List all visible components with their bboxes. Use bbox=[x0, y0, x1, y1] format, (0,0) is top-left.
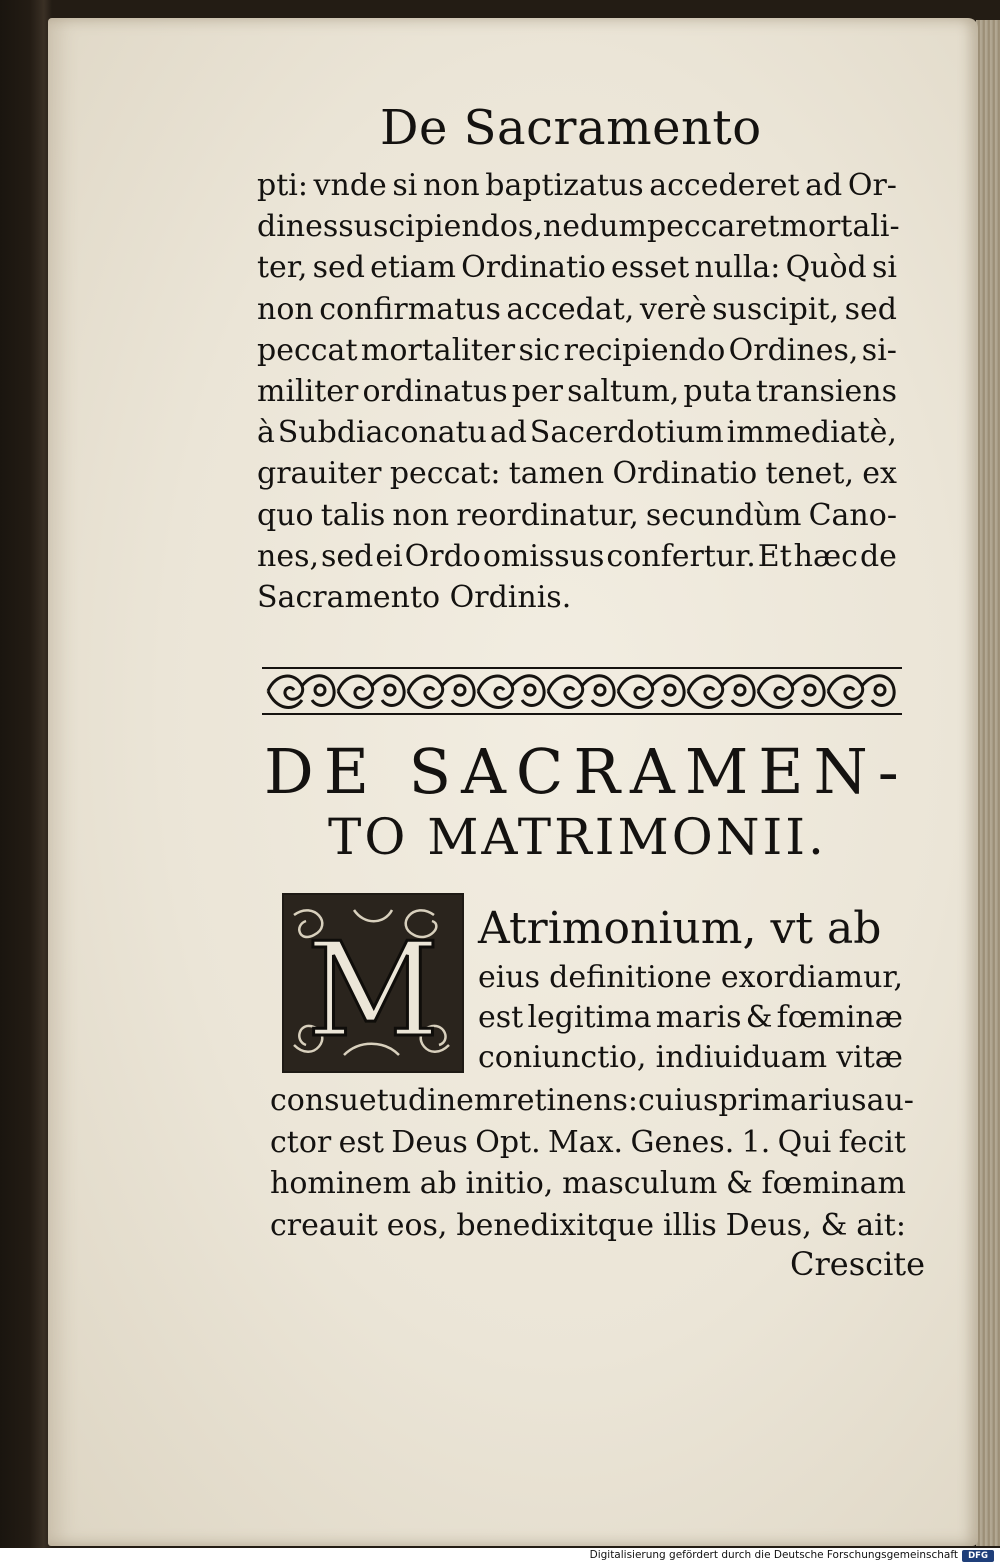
word: & bbox=[745, 1000, 773, 1035]
word: est bbox=[338, 1124, 384, 1160]
word: omissus bbox=[482, 538, 605, 574]
word: nedum bbox=[542, 209, 647, 245]
word: exordiamur, bbox=[720, 960, 903, 995]
word: au- bbox=[866, 1083, 914, 1118]
word: quo bbox=[257, 497, 314, 533]
word: illis bbox=[662, 1207, 717, 1243]
section-heading-line-1: DE SACRAMEN- bbox=[264, 735, 909, 808]
text-line: Sacramento Ordinis. bbox=[257, 580, 572, 616]
word: tamen bbox=[508, 456, 605, 492]
word: peccat: bbox=[389, 456, 501, 492]
body-text-ordinis bbox=[257, 165, 900, 618]
text-line bbox=[257, 453, 897, 494]
word: ait: bbox=[856, 1207, 906, 1243]
text-line bbox=[257, 247, 897, 288]
word: Ordinatio bbox=[612, 456, 758, 492]
word: non bbox=[257, 291, 314, 327]
word: fecit bbox=[838, 1124, 906, 1160]
word: confirmatus bbox=[319, 291, 501, 327]
word: definitione bbox=[549, 960, 712, 995]
word: non bbox=[422, 168, 480, 203]
text-line: Atrimonium, vt ab bbox=[478, 903, 882, 954]
word: à bbox=[257, 415, 275, 451]
text-line bbox=[257, 371, 897, 412]
word: peccaret bbox=[646, 209, 780, 245]
first-paragraph-indented bbox=[478, 900, 903, 1078]
word: 1. bbox=[741, 1124, 771, 1160]
word: baptizatus bbox=[485, 168, 644, 203]
word: Genes. bbox=[630, 1124, 735, 1160]
digitization-credit: Digitalisierung gefördert durch die Deutsche Forschungsgemeinschaft bbox=[589, 1549, 958, 1561]
word: si- bbox=[861, 332, 897, 368]
word: peccat bbox=[257, 332, 358, 368]
word: ctor bbox=[270, 1124, 332, 1160]
word: hæc bbox=[793, 538, 858, 574]
word: indiuiduam bbox=[655, 1040, 828, 1075]
word: vitæ bbox=[836, 1040, 903, 1075]
word: ex bbox=[862, 456, 897, 492]
text-line bbox=[257, 165, 897, 206]
word: immediatè, bbox=[726, 415, 897, 451]
running-head: De Sacramento bbox=[380, 100, 762, 156]
word: est bbox=[478, 1000, 524, 1035]
text-line bbox=[270, 1122, 906, 1164]
text-line bbox=[257, 495, 897, 536]
word: militer bbox=[257, 374, 359, 410]
word: Quòd bbox=[785, 250, 867, 286]
word: puta bbox=[683, 374, 752, 410]
word: Deus bbox=[391, 1124, 468, 1160]
word: si bbox=[871, 250, 897, 286]
word: talis bbox=[320, 497, 386, 533]
text-line bbox=[257, 330, 897, 371]
word: tenet, bbox=[765, 456, 854, 492]
word: ab bbox=[419, 1166, 457, 1201]
word: benedixitque bbox=[456, 1207, 655, 1243]
word: accederet bbox=[649, 168, 800, 203]
word: Ordines, bbox=[728, 332, 859, 368]
word: sed bbox=[844, 291, 897, 327]
word: Et bbox=[757, 538, 792, 574]
word: accedat, bbox=[506, 291, 635, 327]
decorated-initial-letter bbox=[282, 893, 464, 1073]
word: verè bbox=[639, 291, 707, 327]
word: creauit bbox=[270, 1207, 378, 1243]
section-heading-line-2: TO MATRIMONII. bbox=[328, 808, 827, 866]
word: dines bbox=[257, 209, 339, 245]
word: ad bbox=[805, 168, 843, 203]
word: & bbox=[820, 1207, 848, 1243]
first-paragraph-full bbox=[270, 1080, 914, 1246]
word: per bbox=[511, 374, 564, 410]
word: cuius bbox=[638, 1083, 719, 1118]
word: eius bbox=[478, 960, 541, 995]
word: sed bbox=[312, 250, 365, 286]
word: Deus, bbox=[725, 1207, 812, 1243]
word: suscipit, bbox=[712, 291, 840, 327]
word: retinens: bbox=[502, 1083, 639, 1118]
word: sic bbox=[518, 332, 561, 368]
word: mortaliter bbox=[360, 332, 516, 368]
word: saltum, bbox=[567, 374, 680, 410]
word: ad bbox=[489, 415, 527, 451]
word: Or- bbox=[847, 168, 897, 203]
word: de bbox=[859, 538, 897, 574]
word: grauiter bbox=[257, 456, 382, 492]
word: fœminam bbox=[761, 1166, 906, 1201]
word: legitima bbox=[527, 1000, 652, 1035]
word: nulla: bbox=[694, 250, 781, 286]
word: Ordinatio bbox=[461, 250, 606, 286]
word: secundùm bbox=[645, 497, 802, 533]
text-line bbox=[478, 958, 903, 998]
word: masculum bbox=[562, 1166, 718, 1201]
word: Subdiaconatu bbox=[277, 415, 487, 451]
text-line bbox=[257, 536, 897, 577]
word: ei bbox=[375, 538, 403, 574]
decorative-border-ornament bbox=[262, 660, 902, 722]
text-line bbox=[270, 1205, 906, 1247]
word: coniunctio, bbox=[478, 1040, 647, 1075]
word: primarius bbox=[718, 1083, 867, 1118]
word: Opt. bbox=[475, 1124, 541, 1160]
text-line bbox=[478, 1038, 903, 1078]
word: vnde bbox=[313, 168, 387, 203]
word: Max. bbox=[548, 1124, 624, 1160]
text-line bbox=[270, 1163, 906, 1205]
word: ordinatus bbox=[362, 374, 508, 410]
text-line bbox=[270, 1080, 914, 1122]
text-line bbox=[478, 998, 903, 1038]
page-edges bbox=[976, 20, 1000, 1546]
word: mortali- bbox=[779, 209, 900, 245]
catchword: Crescite bbox=[790, 1245, 926, 1283]
text-line bbox=[257, 206, 900, 247]
word: initio, bbox=[465, 1166, 554, 1201]
text-line bbox=[257, 289, 897, 330]
word: esset bbox=[610, 250, 690, 286]
word: nes, bbox=[257, 538, 320, 574]
word: suscipiendos, bbox=[338, 209, 543, 245]
word: Ordo bbox=[404, 538, 481, 574]
initial-letter-glyph: M bbox=[306, 914, 440, 1066]
word: transiens bbox=[755, 374, 897, 410]
word: eos, bbox=[386, 1207, 448, 1243]
word: Sacerdotium bbox=[529, 415, 724, 451]
word: recipiendo bbox=[563, 332, 726, 368]
word: Qui bbox=[777, 1124, 832, 1160]
word: non bbox=[392, 497, 450, 533]
word: reordinatur, bbox=[456, 497, 639, 533]
word: si bbox=[392, 168, 418, 203]
word: etiam bbox=[370, 250, 456, 286]
word: maris bbox=[655, 1000, 742, 1035]
word: ter, bbox=[257, 250, 308, 286]
dfg-logo: DFG bbox=[962, 1550, 994, 1562]
word: consuetudinem bbox=[270, 1083, 503, 1118]
word: fœminæ bbox=[776, 1000, 903, 1035]
word: & bbox=[726, 1166, 753, 1201]
text-line bbox=[257, 412, 897, 453]
word: pti: bbox=[257, 168, 308, 203]
word: confertur. bbox=[606, 538, 756, 574]
word: hominem bbox=[270, 1166, 411, 1201]
word: sed bbox=[320, 538, 374, 574]
word: Cano- bbox=[808, 497, 897, 533]
